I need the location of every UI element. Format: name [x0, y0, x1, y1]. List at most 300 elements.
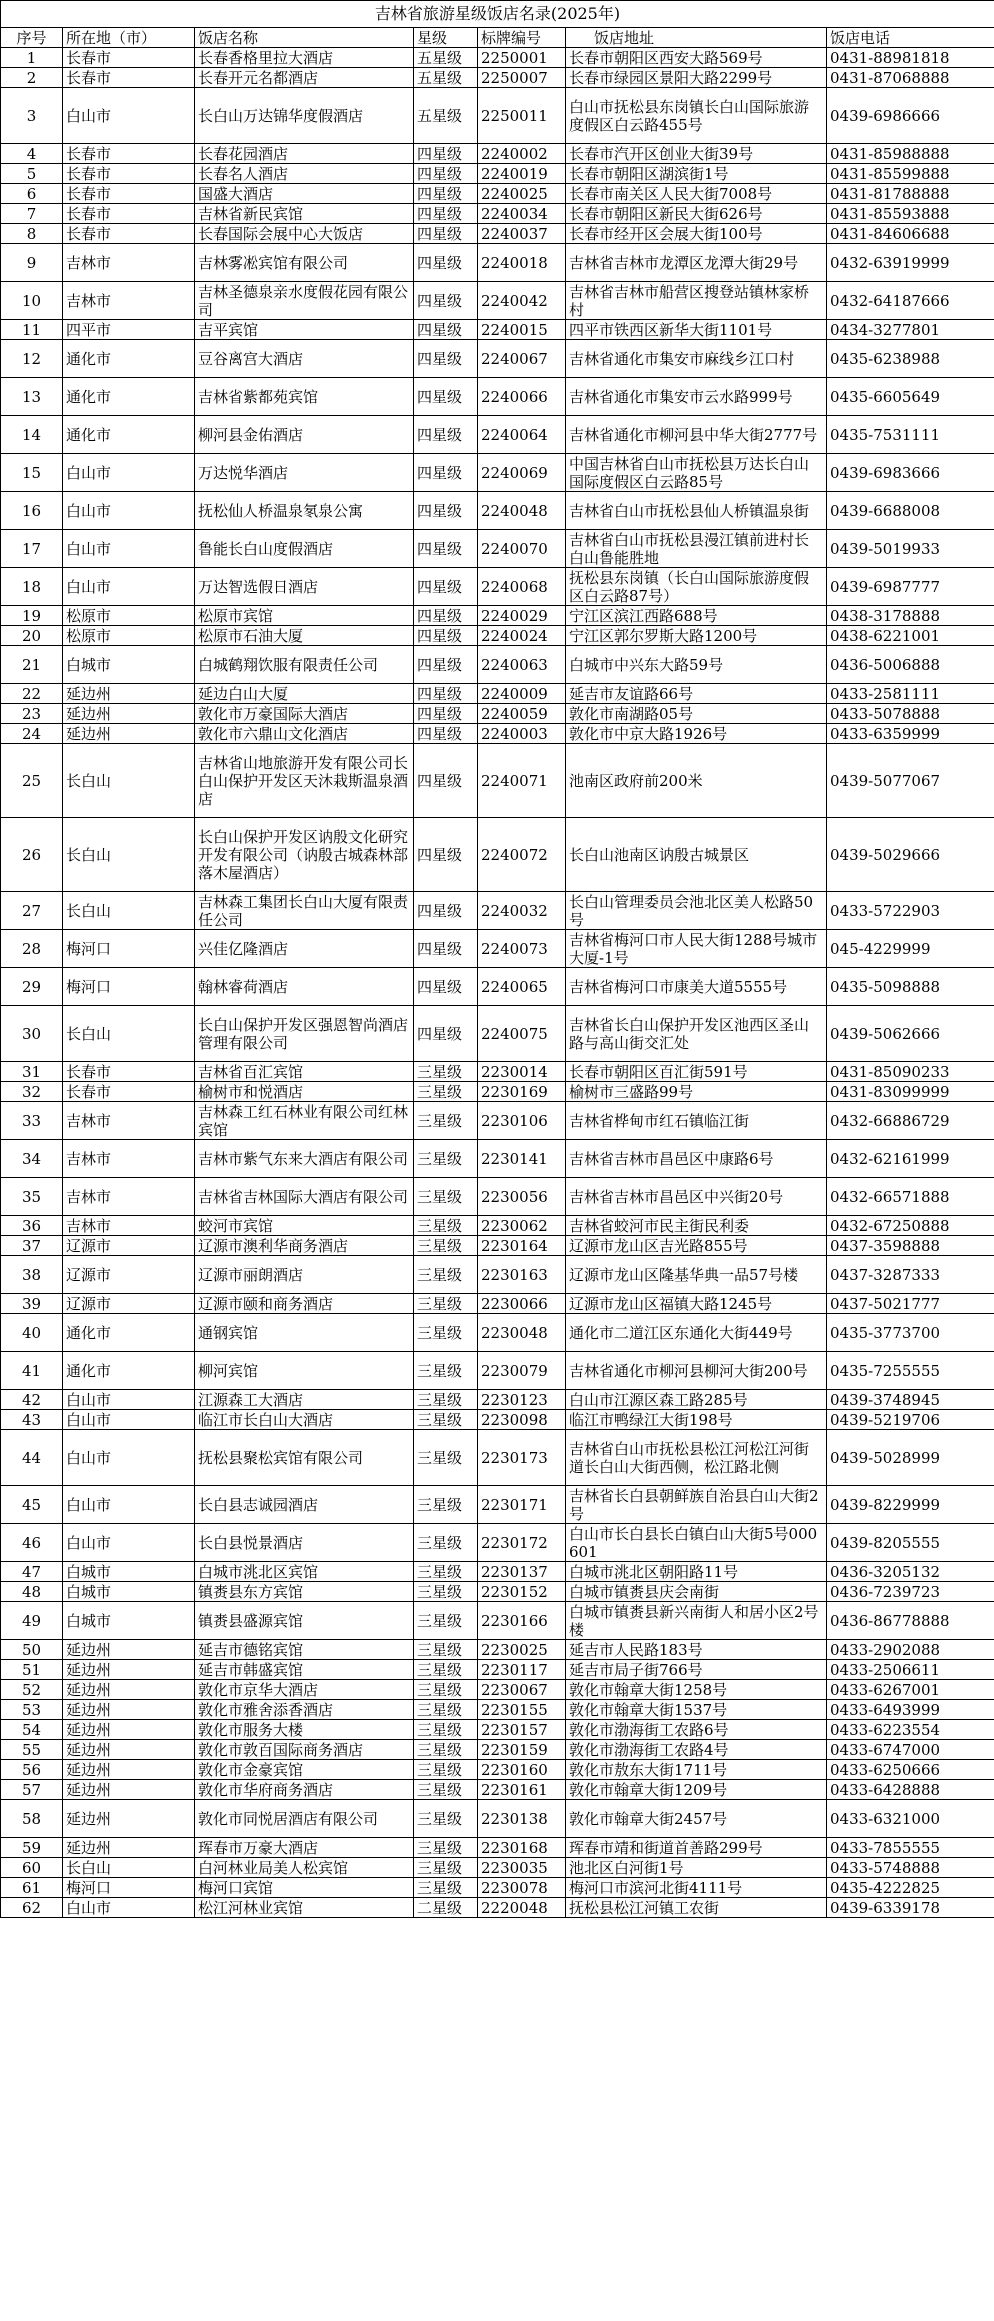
- cell-star: 三星级: [414, 1838, 478, 1858]
- cell-city: 通化市: [63, 1352, 195, 1390]
- cell-code: 2240002: [478, 144, 566, 164]
- cell-name: 吉林圣德泉亲水度假花园有限公司: [195, 282, 414, 320]
- table-row: [1, 204, 994, 224]
- cell-name: 万达智选假日酒店: [195, 568, 414, 606]
- cell-city: 梅河口: [63, 1878, 195, 1898]
- cell-no: 62: [1, 1898, 63, 1918]
- cell-code: 2230164: [478, 1236, 566, 1256]
- cell-name: 敦化市金豪宾馆: [195, 1760, 414, 1780]
- cell-address: 长春市朝阳区湖滨街1号: [566, 164, 827, 184]
- cell-phone: 0439-5028999: [827, 1430, 994, 1486]
- cell-phone: 0435-4222825: [827, 1878, 994, 1898]
- cell-phone: 0431-88981818: [827, 48, 994, 68]
- cell-city: 长春市: [63, 68, 195, 88]
- cell-address: 宁江区郭尔罗斯大路1200号: [566, 626, 827, 646]
- cell-city: 吉林市: [63, 282, 195, 320]
- cell-name: 长春开元名都酒店: [195, 68, 414, 88]
- table-row: [1, 1102, 994, 1140]
- cell-code: 2240003: [478, 724, 566, 744]
- cell-no: 36: [1, 1216, 63, 1236]
- table-row: [1, 320, 994, 340]
- cell-name: 柳河县金佑酒店: [195, 416, 414, 454]
- table-row: [1, 88, 994, 144]
- cell-star: 三星级: [414, 1410, 478, 1430]
- cell-phone: 0432-62161999: [827, 1140, 994, 1178]
- cell-no: 37: [1, 1236, 63, 1256]
- cell-code: 2240042: [478, 282, 566, 320]
- cell-name: 抚松仙人桥温泉氡泉公寓: [195, 492, 414, 530]
- cell-name: 吉林省百汇宾馆: [195, 1062, 414, 1082]
- cell-phone: 0433-6250666: [827, 1760, 994, 1780]
- cell-star: 三星级: [414, 1430, 478, 1486]
- cell-phone: 0438-6221001: [827, 626, 994, 646]
- cell-no: 32: [1, 1082, 63, 1102]
- cell-star: 四星级: [414, 164, 478, 184]
- cell-no: 61: [1, 1878, 63, 1898]
- cell-address: 榆树市三盛路99号: [566, 1082, 827, 1102]
- cell-phone: 0433-6359999: [827, 724, 994, 744]
- cell-address: 白城市中兴东大路59号: [566, 646, 827, 684]
- cell-code: 2240065: [478, 968, 566, 1006]
- cell-address: 敦化市渤海街工农路6号: [566, 1720, 827, 1740]
- cell-star: 四星级: [414, 282, 478, 320]
- cell-code: 2220048: [478, 1898, 566, 1918]
- cell-address: 吉林省长白县朝鲜族自治县白山大街2号: [566, 1486, 827, 1524]
- cell-city: 白城市: [63, 1582, 195, 1602]
- cell-name: 敦化市六鼎山文化酒店: [195, 724, 414, 744]
- cell-star: 四星级: [414, 744, 478, 818]
- cell-code: 2240068: [478, 568, 566, 606]
- cell-code: 2230161: [478, 1780, 566, 1800]
- cell-no: 4: [1, 144, 63, 164]
- cell-phone: 0433-5722903: [827, 892, 994, 930]
- cell-name: 吉林省山地旅游开发有限公司长白山保护开发区天沐栽斯温泉酒店: [195, 744, 414, 818]
- cell-code: 2230169: [478, 1082, 566, 1102]
- cell-phone: 0439-6688008: [827, 492, 994, 530]
- cell-code: 2230141: [478, 1140, 566, 1178]
- cell-code: 2230171: [478, 1486, 566, 1524]
- cell-address: 延吉市人民路183号: [566, 1640, 827, 1660]
- cell-phone: 0434-3277801: [827, 320, 994, 340]
- table-row: [1, 1680, 994, 1700]
- cell-name: 吉平宾馆: [195, 320, 414, 340]
- cell-code: 2230079: [478, 1352, 566, 1390]
- cell-phone: 0433-5748888: [827, 1858, 994, 1878]
- table-row: [1, 626, 994, 646]
- cell-city: 延边州: [63, 1780, 195, 1800]
- cell-name: 延边白山大厦: [195, 684, 414, 704]
- cell-city: 延边州: [63, 1800, 195, 1838]
- cell-address: 吉林省吉林市昌邑区中康路6号: [566, 1140, 827, 1178]
- cell-no: 25: [1, 744, 63, 818]
- cell-name: 延吉市韩盛宾馆: [195, 1660, 414, 1680]
- cell-name: 兴佳亿隆酒店: [195, 930, 414, 968]
- cell-name: 辽源市颐和商务酒店: [195, 1294, 414, 1314]
- cell-city: 长春市: [63, 184, 195, 204]
- cell-no: 22: [1, 684, 63, 704]
- cell-star: 三星级: [414, 1858, 478, 1878]
- table-row: [1, 1562, 994, 1582]
- cell-no: 16: [1, 492, 63, 530]
- cell-phone: 0431-83099999: [827, 1082, 994, 1102]
- cell-no: 40: [1, 1314, 63, 1352]
- cell-city: 白山市: [63, 1486, 195, 1524]
- cell-star: 四星级: [414, 454, 478, 492]
- cell-code: 2240034: [478, 204, 566, 224]
- cell-star: 四星级: [414, 606, 478, 626]
- cell-name: 临江市长白山大酒店: [195, 1410, 414, 1430]
- cell-phone: 0433-7855555: [827, 1838, 994, 1858]
- cell-code: 2240066: [478, 378, 566, 416]
- table-row: [1, 1294, 994, 1314]
- cell-city: 白山市: [63, 530, 195, 568]
- table-row: [1, 724, 994, 744]
- cell-no: 42: [1, 1390, 63, 1410]
- cell-phone: 0439-8205555: [827, 1524, 994, 1562]
- cell-code: 2240073: [478, 930, 566, 968]
- cell-code: 2240018: [478, 244, 566, 282]
- cell-no: 55: [1, 1740, 63, 1760]
- cell-star: 三星级: [414, 1524, 478, 1562]
- cell-city: 白山市: [63, 1390, 195, 1410]
- cell-code: 2230067: [478, 1680, 566, 1700]
- table-row: [1, 378, 994, 416]
- cell-name: 辽源市澳利华商务酒店: [195, 1236, 414, 1256]
- cell-city: 延边州: [63, 1740, 195, 1760]
- cell-city: 长白山: [63, 818, 195, 892]
- cell-phone: 0433-6223554: [827, 1720, 994, 1740]
- cell-code: 2230066: [478, 1294, 566, 1314]
- header-phone: 饭店电话: [827, 28, 994, 48]
- cell-address: 长白山池南区讷殷古城景区: [566, 818, 827, 892]
- cell-code: 2240037: [478, 224, 566, 244]
- cell-star: 三星级: [414, 1562, 478, 1582]
- cell-no: 2: [1, 68, 63, 88]
- cell-address: 吉林省桦甸市红石镇临江街: [566, 1102, 827, 1140]
- cell-address: 敦化市翰章大街1258号: [566, 1680, 827, 1700]
- header-star: 星级: [414, 28, 478, 48]
- table-row: [1, 1800, 994, 1838]
- cell-star: 四星级: [414, 492, 478, 530]
- cell-city: 白城市: [63, 1602, 195, 1640]
- cell-city: 吉林市: [63, 1102, 195, 1140]
- cell-address: 宁江区滨江西路688号: [566, 606, 827, 626]
- cell-star: 四星级: [414, 244, 478, 282]
- cell-code: 2250007: [478, 68, 566, 88]
- cell-star: 三星级: [414, 1640, 478, 1660]
- cell-address: 辽源市龙山区隆基华典一品57号楼: [566, 1256, 827, 1294]
- cell-no: 20: [1, 626, 63, 646]
- cell-address: 敦化市翰章大街1209号: [566, 1780, 827, 1800]
- cell-star: 四星级: [414, 568, 478, 606]
- cell-city: 松原市: [63, 626, 195, 646]
- table-row: [1, 1236, 994, 1256]
- cell-phone: 0438-3178888: [827, 606, 994, 626]
- cell-phone: 0436-86778888: [827, 1602, 994, 1640]
- cell-city: 长春市: [63, 144, 195, 164]
- cell-code: 2230163: [478, 1256, 566, 1294]
- cell-phone: 0436-5006888: [827, 646, 994, 684]
- cell-star: 四星级: [414, 144, 478, 164]
- cell-phone: 0431-85988888: [827, 144, 994, 164]
- cell-no: 26: [1, 818, 63, 892]
- cell-name: 鲁能长白山度假酒店: [195, 530, 414, 568]
- cell-address: 长春市南关区人民大街7008号: [566, 184, 827, 204]
- cell-address: 长春市朝阳区新民大街626号: [566, 204, 827, 224]
- table-row: [1, 1640, 994, 1660]
- cell-address: 吉林省通化市集安市云水路999号: [566, 378, 827, 416]
- cell-star: 三星级: [414, 1294, 478, 1314]
- cell-no: 34: [1, 1140, 63, 1178]
- cell-code: 2240019: [478, 164, 566, 184]
- cell-name: 柳河宾馆: [195, 1352, 414, 1390]
- cell-no: 59: [1, 1838, 63, 1858]
- cell-address: 吉林省梅河口市人民大街1288号城市大厦-1号: [566, 930, 827, 968]
- cell-phone: 0433-6493999: [827, 1700, 994, 1720]
- cell-phone: 0431-85599888: [827, 164, 994, 184]
- cell-address: 敦化市渤海街工农路4号: [566, 1740, 827, 1760]
- cell-name: 敦化市敦百国际商务酒店: [195, 1740, 414, 1760]
- cell-name: 吉林市紫气东来大酒店有限公司: [195, 1140, 414, 1178]
- cell-city: 延边州: [63, 724, 195, 744]
- cell-code: 2230062: [478, 1216, 566, 1236]
- cell-no: 41: [1, 1352, 63, 1390]
- cell-code: 2230106: [478, 1102, 566, 1140]
- cell-name: 江源森工大酒店: [195, 1390, 414, 1410]
- cell-star: 四星级: [414, 892, 478, 930]
- cell-city: 白山市: [63, 1410, 195, 1430]
- cell-name: 吉林森工红石林业有限公司红林宾馆: [195, 1102, 414, 1140]
- cell-star: 三星级: [414, 1878, 478, 1898]
- cell-address: 吉林省蛟河市民主街民利委: [566, 1216, 827, 1236]
- cell-city: 白山市: [63, 1898, 195, 1918]
- cell-name: 长白县悦景酒店: [195, 1524, 414, 1562]
- cell-phone: 0439-5062666: [827, 1006, 994, 1062]
- cell-city: 吉林市: [63, 244, 195, 282]
- cell-code: 2240072: [478, 818, 566, 892]
- cell-star: 三星级: [414, 1062, 478, 1082]
- cell-city: 延边州: [63, 684, 195, 704]
- cell-no: 27: [1, 892, 63, 930]
- cell-city: 延边州: [63, 1660, 195, 1680]
- cell-phone: 0435-6605649: [827, 378, 994, 416]
- table-row: [1, 1256, 994, 1294]
- cell-city: 延边州: [63, 704, 195, 724]
- cell-code: 2240067: [478, 340, 566, 378]
- cell-address: 敦化市翰章大街1537号: [566, 1700, 827, 1720]
- cell-code: 2240070: [478, 530, 566, 568]
- cell-city: 延边州: [63, 1680, 195, 1700]
- cell-no: 11: [1, 320, 63, 340]
- cell-star: 四星级: [414, 724, 478, 744]
- table-row: [1, 68, 994, 88]
- cell-address: 四平市铁西区新华大街1101号: [566, 320, 827, 340]
- header-no: 序号: [1, 28, 63, 48]
- cell-city: 辽源市: [63, 1236, 195, 1256]
- cell-address: 白城市镇赉县新兴南街人和居小区2号楼: [566, 1602, 827, 1640]
- cell-city: 长春市: [63, 224, 195, 244]
- cell-address: 吉林省白山市抚松县松江河松江河街道长白山大街西侧，松江路北侧: [566, 1430, 827, 1486]
- cell-star: 五星级: [414, 48, 478, 68]
- cell-name: 万达悦华酒店: [195, 454, 414, 492]
- cell-address: 敦化市中京大路1926号: [566, 724, 827, 744]
- cell-code: 2250011: [478, 88, 566, 144]
- cell-code: 2230160: [478, 1760, 566, 1780]
- cell-star: 三星级: [414, 1680, 478, 1700]
- cell-city: 白山市: [63, 1524, 195, 1562]
- cell-name: 吉林森工集团长白山大厦有限责任公司: [195, 892, 414, 930]
- cell-name: 白河林业局美人松宾馆: [195, 1858, 414, 1878]
- cell-no: 53: [1, 1700, 63, 1720]
- cell-name: 镇赉县东方宾馆: [195, 1582, 414, 1602]
- cell-name: 松江河林业宾馆: [195, 1898, 414, 1918]
- cell-city: 四平市: [63, 320, 195, 340]
- cell-name: 蛟河市宾馆: [195, 1216, 414, 1236]
- cell-no: 54: [1, 1720, 63, 1740]
- cell-no: 18: [1, 568, 63, 606]
- table-row: [1, 1602, 994, 1640]
- cell-address: 白城市洮北区朝阳路11号: [566, 1562, 827, 1582]
- cell-name: 长春花园酒店: [195, 144, 414, 164]
- cell-city: 吉林市: [63, 1178, 195, 1216]
- cell-star: 四星级: [414, 340, 478, 378]
- cell-star: 四星级: [414, 818, 478, 892]
- cell-address: 白山市抚松县东岗镇长白山国际旅游度假区白云路455号: [566, 88, 827, 144]
- cell-phone: 0439-6339178: [827, 1898, 994, 1918]
- cell-phone: 0433-6267001: [827, 1680, 994, 1700]
- table-row: [1, 340, 994, 378]
- cell-city: 通化市: [63, 340, 195, 378]
- cell-address: 敦化市敖东大街1711号: [566, 1760, 827, 1780]
- cell-phone: 0439-6987777: [827, 568, 994, 606]
- table-row: [1, 1410, 994, 1430]
- cell-code: 2230056: [478, 1178, 566, 1216]
- cell-code: 2230172: [478, 1524, 566, 1562]
- table-row: [1, 224, 994, 244]
- cell-city: 长春市: [63, 1082, 195, 1102]
- cell-address: 延吉市友谊路66号: [566, 684, 827, 704]
- cell-star: 三星级: [414, 1236, 478, 1256]
- table-row: [1, 1314, 994, 1352]
- table-row: [1, 704, 994, 724]
- cell-city: 长白山: [63, 1006, 195, 1062]
- table-row: [1, 1216, 994, 1236]
- cell-name: 长白山保护开发区讷殷文化研究开发有限公司（讷殷古城森林部落木屋酒店）: [195, 818, 414, 892]
- cell-city: 延边州: [63, 1838, 195, 1858]
- cell-city: 延边州: [63, 1700, 195, 1720]
- cell-name: 长白山保护开发区强恩智尚酒店管理有限公司: [195, 1006, 414, 1062]
- cell-name: 抚松县聚松宾馆有限公司: [195, 1430, 414, 1486]
- cell-address: 抚松县东岗镇（长白山国际旅游度假区白云路87号）: [566, 568, 827, 606]
- cell-address: 吉林省长白山保护开发区池西区圣山路与高山街交汇处: [566, 1006, 827, 1062]
- cell-name: 珲春市万豪大酒店: [195, 1838, 414, 1858]
- cell-no: 51: [1, 1660, 63, 1680]
- cell-code: 2230155: [478, 1700, 566, 1720]
- cell-phone: 0437-3287333: [827, 1256, 994, 1294]
- cell-city: 白山市: [63, 88, 195, 144]
- cell-star: 三星级: [414, 1314, 478, 1352]
- cell-no: 14: [1, 416, 63, 454]
- cell-phone: 0439-5029666: [827, 818, 994, 892]
- cell-name: 吉林省吉林国际大酒店有限公司: [195, 1178, 414, 1216]
- cell-address: 白山市江源区森工路285号: [566, 1390, 827, 1410]
- table-row: [1, 1760, 994, 1780]
- table-row: [1, 646, 994, 684]
- cell-no: 60: [1, 1858, 63, 1878]
- cell-no: 49: [1, 1602, 63, 1640]
- cell-name: 松原市宾馆: [195, 606, 414, 626]
- table-row: [1, 416, 994, 454]
- cell-star: 三星级: [414, 1486, 478, 1524]
- cell-star: 五星级: [414, 88, 478, 144]
- cell-star: 三星级: [414, 1760, 478, 1780]
- header-city: 所在地（市）: [63, 28, 195, 48]
- cell-no: 45: [1, 1486, 63, 1524]
- cell-address: 临江市鸭绿江大街198号: [566, 1410, 827, 1430]
- cell-no: 31: [1, 1062, 63, 1082]
- table-row: [1, 1178, 994, 1216]
- cell-name: 长春香格里拉大酒店: [195, 48, 414, 68]
- cell-code: 2230123: [478, 1390, 566, 1410]
- cell-no: 57: [1, 1780, 63, 1800]
- cell-name: 敦化市服务大楼: [195, 1720, 414, 1740]
- cell-address: 吉林省吉林市船营区搜登站镇林家桥村: [566, 282, 827, 320]
- cell-name: 通钢宾馆: [195, 1314, 414, 1352]
- cell-address: 长白山管理委员会池北区美人松路50号: [566, 892, 827, 930]
- cell-city: 通化市: [63, 1314, 195, 1352]
- cell-address: 吉林省吉林市昌邑区中兴街20号: [566, 1178, 827, 1216]
- cell-phone: 0437-5021777: [827, 1294, 994, 1314]
- cell-code: 2240069: [478, 454, 566, 492]
- cell-address: 吉林省通化市集安市麻线乡江口村: [566, 340, 827, 378]
- cell-city: 长白山: [63, 1858, 195, 1878]
- cell-no: 43: [1, 1410, 63, 1430]
- cell-code: 2240048: [478, 492, 566, 530]
- cell-code: 2230025: [478, 1640, 566, 1660]
- cell-address: 吉林省梅河口市康美大道5555号: [566, 968, 827, 1006]
- table-row: [1, 1486, 994, 1524]
- table-row: [1, 744, 994, 818]
- cell-city: 长白山: [63, 892, 195, 930]
- cell-star: 四星级: [414, 646, 478, 684]
- cell-phone: 0431-85593888: [827, 204, 994, 224]
- cell-no: 7: [1, 204, 63, 224]
- cell-city: 辽源市: [63, 1256, 195, 1294]
- cell-address: 白城市镇赉县庆会南街: [566, 1582, 827, 1602]
- table-row: [1, 930, 994, 968]
- cell-phone: 0435-5098888: [827, 968, 994, 1006]
- cell-code: 2230098: [478, 1410, 566, 1430]
- cell-name: 长白山万达锦华度假酒店: [195, 88, 414, 144]
- cell-code: 2230117: [478, 1660, 566, 1680]
- cell-city: 吉林市: [63, 1140, 195, 1178]
- cell-code: 2240063: [478, 646, 566, 684]
- cell-no: 24: [1, 724, 63, 744]
- table-row: [1, 184, 994, 204]
- cell-star: 三星级: [414, 1102, 478, 1140]
- cell-no: 48: [1, 1582, 63, 1602]
- cell-star: 四星级: [414, 626, 478, 646]
- cell-star: 四星级: [414, 320, 478, 340]
- table-title: 吉林省旅游星级饭店名录(2025年): [1, 1, 994, 28]
- cell-city: 白山市: [63, 454, 195, 492]
- cell-no: 38: [1, 1256, 63, 1294]
- cell-no: 52: [1, 1680, 63, 1700]
- cell-name: 镇赉县盛源宾馆: [195, 1602, 414, 1640]
- table-row: [1, 1140, 994, 1178]
- cell-star: 四星级: [414, 184, 478, 204]
- cell-name: 延吉市德铭宾馆: [195, 1640, 414, 1660]
